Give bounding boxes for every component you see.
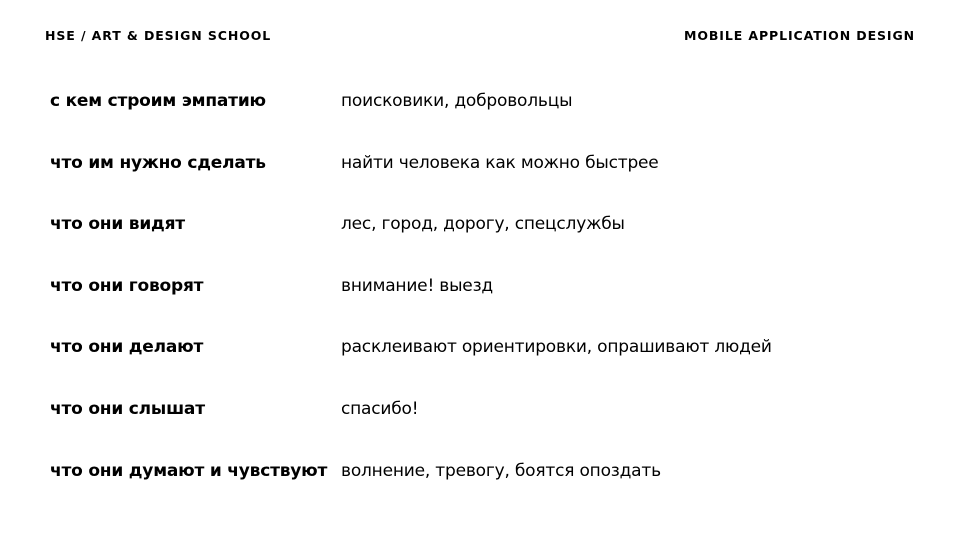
row-value: найти человека как можно быстрее: [341, 152, 659, 173]
header-course-name: MOBILE APPLICATION DESIGN: [684, 28, 915, 43]
list-item: [50, 399, 910, 461]
row-label: что они слышат: [50, 398, 205, 419]
row-label: с кем строим эмпатию: [50, 91, 266, 111]
header-school-name: HSE / ART & DESIGN SCHOOL: [45, 28, 272, 43]
row-value: волнение, тревогу, боятся опоздать: [341, 460, 661, 481]
row-label: что им нужно сделать: [50, 152, 266, 173]
list-item: [50, 461, 910, 523]
row-value: поисковики, добровольцы: [341, 91, 573, 111]
row-value: спасибо!: [341, 398, 419, 419]
empathy-map-list: [50, 91, 910, 522]
list-item: [50, 91, 910, 153]
list-item: [50, 276, 910, 338]
row-label: что они делают: [50, 337, 204, 358]
row-label: что они говорят: [50, 275, 204, 296]
list-item: [50, 337, 910, 399]
list-item: [50, 153, 910, 215]
row-label: что они видят: [50, 214, 185, 235]
row-value: расклеивают ориентировки, опрашивают людей: [341, 337, 772, 358]
row-label: что они думают и чувствуют: [50, 460, 328, 481]
list-item: [50, 214, 910, 276]
row-value: внимание! выезд: [341, 275, 493, 296]
row-value: лес, город, дорогу, спецслужбы: [341, 214, 625, 235]
